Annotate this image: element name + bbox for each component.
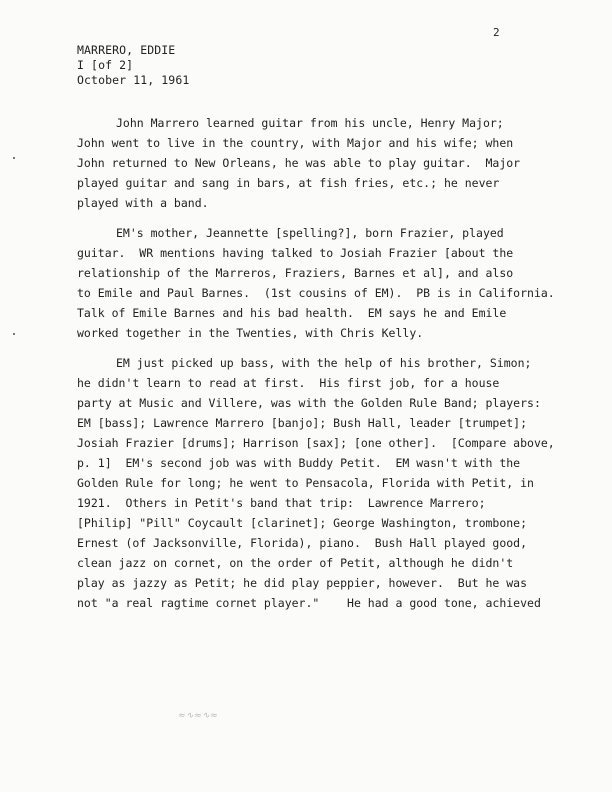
text-line: not "a real ragtime cornet player." He had a good tone, achieved	[77, 596, 541, 610]
header-date: October 11, 1961	[77, 73, 190, 87]
text-line: Josiah Frazier [drums]; Harrison [sax]; [one other]. [Compare above,	[77, 436, 555, 450]
text-line: John Marrero learned guitar from his uncle, Henry Major;	[116, 116, 504, 130]
text-line: relationship of the Marreros, Fraziers, Barnes et al], and also	[77, 266, 514, 280]
text-line: to Emile and Paul Barnes. (1st cousins of EM). PB is in California.	[77, 286, 555, 300]
margin-dot-mark	[13, 333, 15, 335]
text-line: EM just picked up bass, with the help of his brother, Simon;	[116, 356, 532, 370]
text-line: clean jazz on cornet, on the order of Petit, although he didn't	[77, 556, 514, 570]
header-reel: I [of 2]	[77, 58, 134, 72]
margin-dot-mark	[13, 157, 15, 159]
text-line: p. 1] EM's second job was with Buddy Petit. EM wasn't with the	[77, 456, 521, 470]
text-line: played with a band.	[77, 196, 209, 210]
text-line: 1921. Others in Petit's band that trip: Lawrence Marrero;	[77, 496, 486, 510]
text-line: [Philip] "Pill" Coycault [clarinet]; George Washington, trombone;	[77, 516, 528, 530]
header-name: MARRERO, EDDIE	[77, 43, 176, 57]
text-line: EM's mother, Jeannette [spelling?], born Frazier, played	[116, 226, 504, 240]
text-line: worked together in the Twenties, with Chris Kelly.	[77, 326, 424, 340]
text-line: party at Music and Villere, was with the Golden Rule Band; players:	[77, 396, 541, 410]
text-line: John returned to New Orleans, he was able to play guitar. Major	[77, 156, 521, 170]
text-line: he didn't learn to read at first. His first job, for a house	[77, 376, 500, 390]
text-line: Talk of Emile Barnes and his bad health. EM says he and Emile	[77, 306, 507, 320]
faint-handwritten-annotation: ≈∿≈∿≈	[178, 711, 219, 721]
text-line: Golden Rule for long; he went to Pensacola, Florida with Petit, in	[77, 476, 534, 490]
document-header	[77, 43, 189, 88]
text-line: Ernest (of Jacksonville, Florida), piano. Bush Hall played good,	[77, 536, 528, 550]
text-line: EM [bass]; Lawrence Marrero [banjo]; Bush Hall, leader [trumpet];	[77, 416, 528, 430]
page-number: 2	[493, 26, 500, 39]
text-line: played guitar and sang in bars, at fish fries, etc.; he never	[77, 176, 500, 190]
text-line: play as jazzy as Petit; he did play peppier, however. But he was	[77, 576, 528, 590]
text-line: guitar. WR mentions having talked to Josiah Frazier [about the	[77, 246, 514, 260]
text-line: John went to live in the country, with Major and his wife; when	[77, 136, 514, 150]
